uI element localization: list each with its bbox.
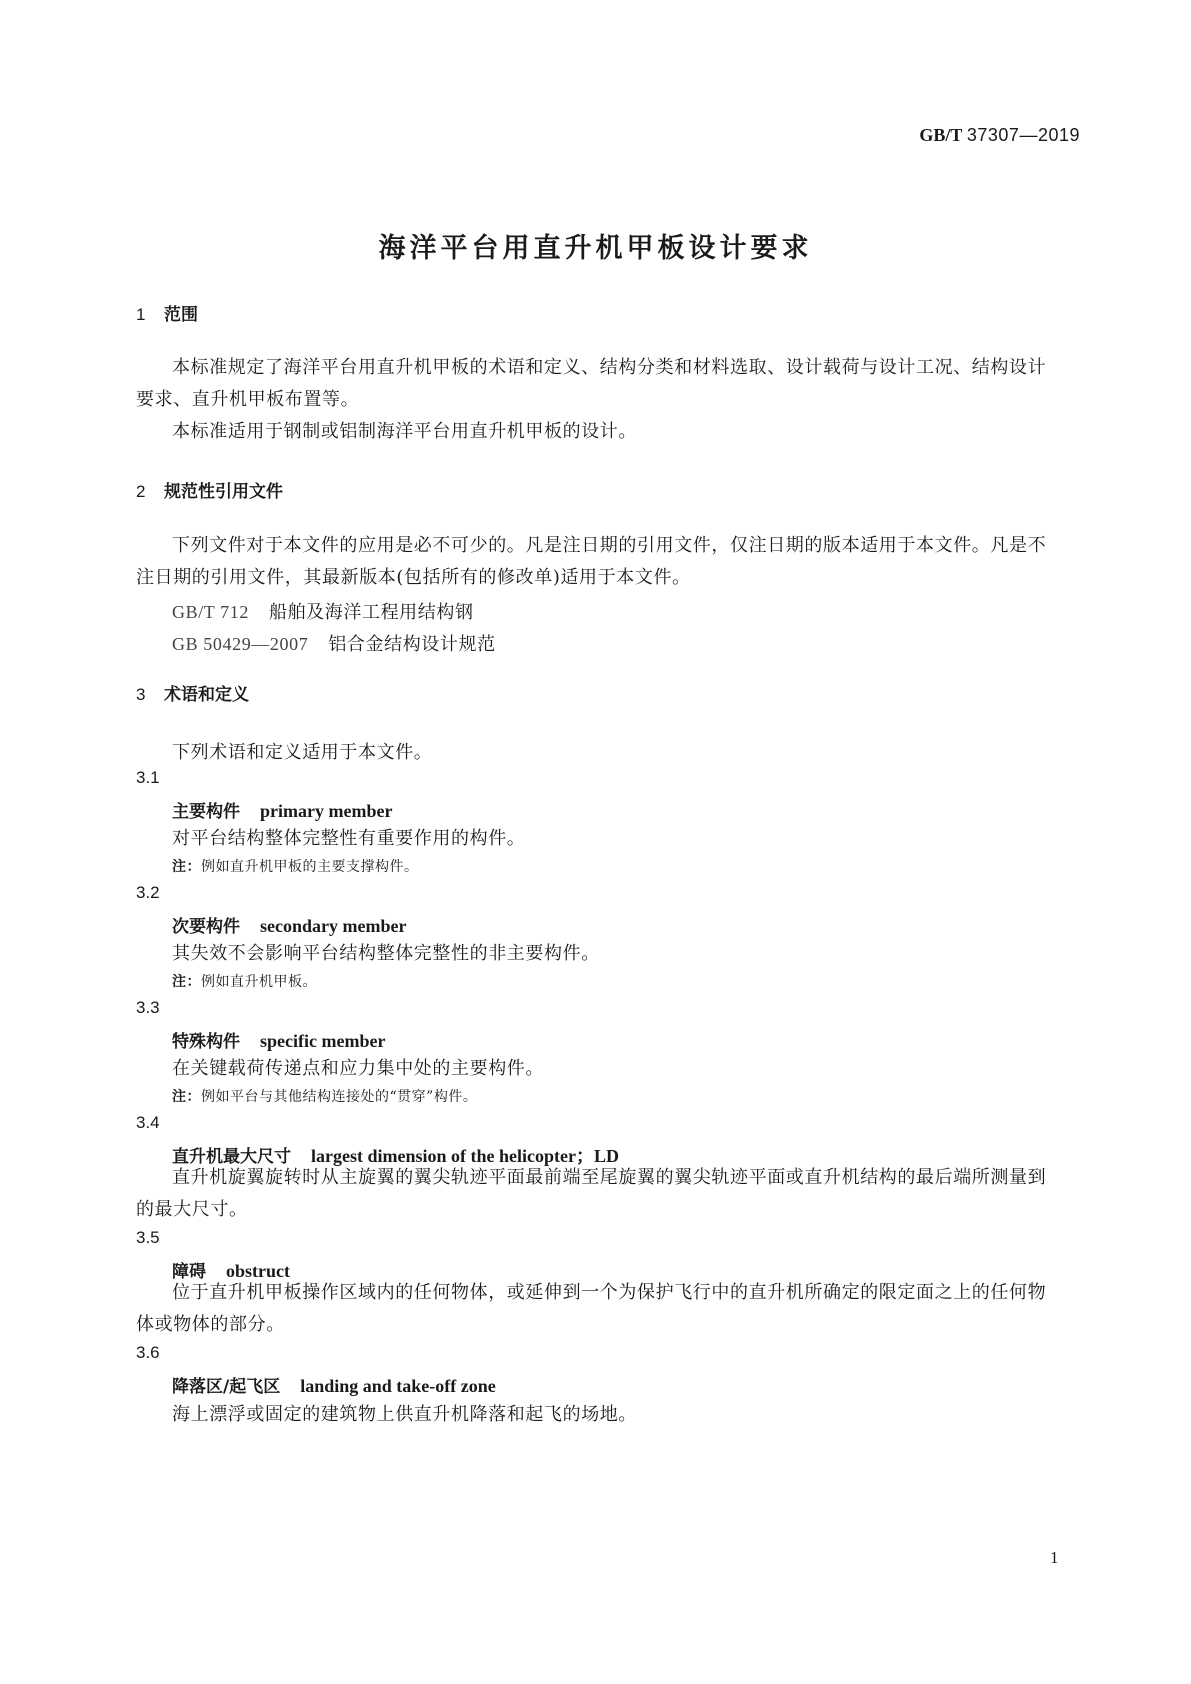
clause-number: 3.5 <box>136 1228 160 1247</box>
term-en: primary member <box>260 801 393 821</box>
term-heading <box>172 912 406 937</box>
term-definition: 位于直升机甲板操作区域内的任何物体，或延伸到一个为保护飞行中的直升机所确定的限定面之上的任何物体或物体的部分。 <box>136 1282 1047 1335</box>
section-title: 术语和定义 <box>164 685 249 705</box>
section-number: 3 <box>136 685 146 704</box>
section-number: 2 <box>136 482 146 501</box>
note-label: 注： <box>172 859 201 875</box>
section-heading-1 <box>136 300 198 325</box>
term-zh: 直升机最大尺寸 <box>172 1147 291 1167</box>
term-heading <box>172 1372 496 1397</box>
reference-title: 铝合金结构设计规范 <box>328 634 496 655</box>
term-zh: 降落区/起飞区 <box>172 1377 281 1397</box>
reference-code: GB/T 712 <box>172 602 249 622</box>
section-number: 1 <box>136 305 146 324</box>
section-heading-2 <box>136 477 283 502</box>
term-en: obstruct <box>226 1261 290 1281</box>
paragraph: 下列术语和定义适用于本文件。 <box>172 742 433 763</box>
note-text: 例如平台与其他结构连接处的“贯穿”构件。 <box>201 1089 478 1105</box>
note-label: 注： <box>172 974 201 990</box>
reference-item <box>172 598 474 624</box>
term-en: landing and take-off zone <box>300 1376 496 1396</box>
standard-prefix: GB/T <box>919 125 963 145</box>
term-note <box>172 856 419 876</box>
reference-title: 船舶及海洋工程用结构钢 <box>268 602 474 623</box>
term-definition: 对平台结构整体完整性有重要作用的构件。 <box>172 828 526 849</box>
clause-number: 3.1 <box>136 768 160 787</box>
clause-number: 3.2 <box>136 883 160 902</box>
section-title: 规范性引用文件 <box>164 482 283 502</box>
term-en: secondary member <box>260 916 407 936</box>
standard-number <box>919 125 1080 146</box>
note-label: 注： <box>172 1089 201 1105</box>
document-title: 海洋平台用直升机甲板设计要求 <box>378 233 813 264</box>
clause-number: 3.3 <box>136 998 160 1017</box>
term-heading <box>172 1027 385 1052</box>
reference-code: GB 50429—2007 <box>172 634 309 654</box>
paragraph: 下列文件对于本文件的应用是必不可少的。凡是注日期的引用文件，仅注日期的版本适用于本文件。凡是不注日期的引用文件，其最新版本(包括所有的修改单)适用于本文件。 <box>136 535 1047 588</box>
clause-number: 3.4 <box>136 1113 160 1132</box>
term-zh: 次要构件 <box>172 917 240 937</box>
term-en: specific member <box>260 1031 386 1051</box>
section-title: 范围 <box>164 305 198 325</box>
clause-number: 3.6 <box>136 1343 160 1362</box>
reference-item <box>172 630 496 656</box>
paragraph: 本标准适用于钢制或铝制海洋平台用直升机甲板的设计。 <box>172 421 637 442</box>
note-text: 例如直升机甲板的主要支撑构件。 <box>201 859 419 875</box>
term-definition: 其失效不会影响平台结构整体完整性的非主要构件。 <box>172 943 600 964</box>
term-definition: 在关键载荷传递点和应力集中处的主要构件。 <box>172 1058 544 1079</box>
term-en: largest dimension of the helicopter；LD <box>311 1146 619 1166</box>
term-definition: 海上漂浮或固定的建筑物上供直升机降落和起飞的场地。 <box>172 1404 637 1425</box>
standard-code: 37307—2019 <box>966 125 1080 145</box>
term-note <box>172 971 317 991</box>
note-text: 例如直升机甲板。 <box>201 974 317 990</box>
term-heading <box>172 797 392 822</box>
section-heading-3 <box>136 680 249 705</box>
paragraph: 本标准规定了海洋平台用直升机甲板的术语和定义、结构分类和材料选取、设计载荷与设计工况、结构设计要求、直升机甲板布置等。 <box>136 357 1047 410</box>
term-zh: 障碍 <box>172 1262 206 1282</box>
page-number: 1 <box>1050 1548 1059 1567</box>
term-zh: 主要构件 <box>172 802 240 822</box>
term-definition: 直升机旋翼旋转时从主旋翼的翼尖轨迹平面最前端至尾旋翼的翼尖轨迹平面或直升机结构的最后端所测量到的最大尺寸。 <box>136 1167 1047 1220</box>
term-zh: 特殊构件 <box>172 1032 240 1052</box>
term-note <box>172 1086 477 1106</box>
